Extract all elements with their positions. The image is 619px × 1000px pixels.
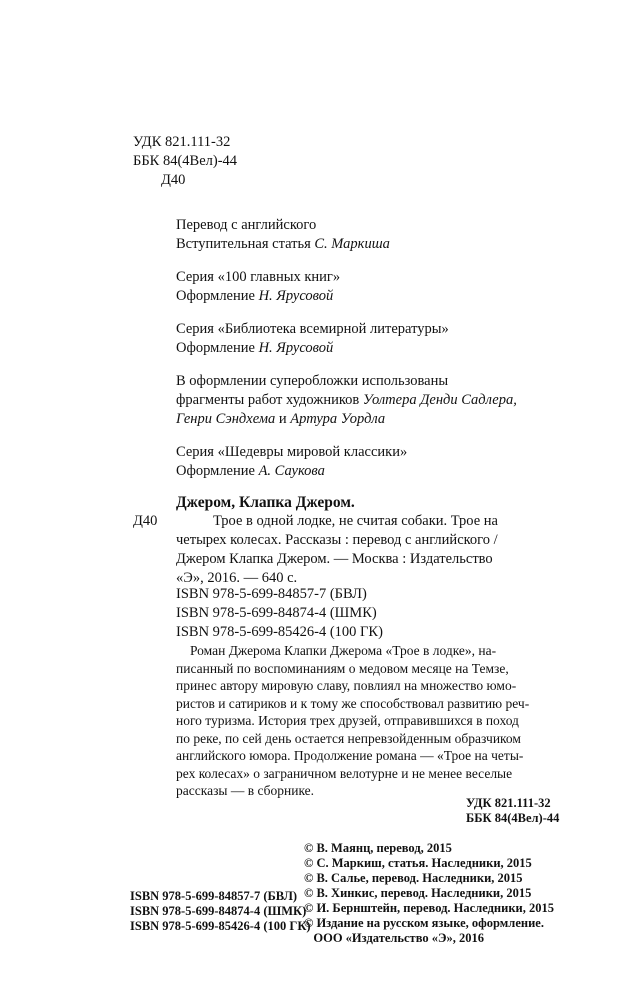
credit-series-100 [176,268,517,306]
credit-person: Генри Сэндхема [176,411,276,427]
credit-translation [176,216,517,254]
credit-line: В оформлении суперобложки использованы [176,373,449,389]
isbn-line: ISBN 978-5-699-85426-4 (100 ГК) [176,624,383,640]
classification-codes [133,133,237,190]
copyright-line: ООО «Издательство «Э», 2016 [304,931,484,945]
bib-description [176,512,568,588]
credit-series-classics [176,443,517,481]
annotation [176,642,568,800]
credit-line: фрагменты работ художников Уолтера Денди Садлера, [176,392,517,408]
annotation-line: принес автору мировую славу, повлиял на множество юмо- [176,678,517,693]
copyright-line: © В. Маянц, перевод, 2015 [304,841,452,855]
bib-line: Джером Клапка Джером. — Москва : Издательство [176,551,493,567]
copyright-block [304,841,554,946]
udk-code: УДК 821.111-32 [133,134,231,150]
isbn-line: ISBN 978-5-699-85426-4 (100 ГК) [130,919,311,933]
bib-line: «Э», 2016. — 640 с. [176,570,298,586]
credit-line: Оформление А. Саукова [176,463,325,479]
annotation-line: рех колесах» о заграничном велотурне и не менее веселые [176,765,513,781]
annotation-line: по реке, по сей день остается непревзойденным образчиком [176,730,521,746]
credit-person: Артура Уордла [290,411,386,427]
credit-person: А. Саукова [258,463,325,479]
bib-author-mark: Д40 [133,513,158,529]
credit-person: Н. Ярусовой [258,288,334,304]
isbn-line: ISBN 978-5-699-84874-4 (ШМК) [176,605,377,621]
credit-line: Вступительная статья С. Маркиша [176,236,390,252]
bib-line: Трое в одной лодке, не считая собаки. Трое на [213,513,498,529]
credit-line: Серия «100 главных книг» [176,269,341,285]
annotation-line: ного туризма. История трех друзей, отправившихся в поход [176,713,519,728]
bib-author: Джером, Клапка Джером. [176,494,355,511]
annotation-line: рассказы — в сборнике. [176,783,315,798]
copyright-line: © В. Хинкис, перевод. Наследники, 2015 [304,886,532,900]
credit-line: Перевод с английского [176,217,317,233]
copyright-line: © Издание на русском языке, оформление. [304,916,544,930]
author-mark: Д40 [161,172,186,188]
udk-code: УДК 821.111-32 [466,796,551,810]
isbn-line: ISBN 978-5-699-84857-7 (БВЛ) [130,889,298,903]
annotation-line: писанный по воспоминаниям о медовом месяце на Темзе, [176,660,509,676]
credit-person: Уолтера Денди Садлера, [362,392,517,408]
annotation-line: ристов и сатириков и к тому же способствовал развитию реч- [176,695,530,711]
copyright-line: © С. Маркиш, статья. Наследники, 2015 [304,856,532,870]
isbn-list [176,585,383,642]
isbn-line: ISBN 978-5-699-84857-7 (БВЛ) [176,586,367,602]
credits-block [176,216,517,495]
credit-person: Н. Ярусовой [258,340,334,356]
isbn-bold-list [130,889,311,934]
credit-series-library [176,320,517,358]
credit-line: Серия «Шедевры мировой классики» [176,444,408,460]
credit-line: Оформление Н. Ярусовой [176,340,334,356]
copyright-line: © И. Бернштейн, перевод. Наследники, 2015 [304,901,554,915]
annotation-line: Роман Джерома Клапки Джерома «Трое в лодке», на- [190,643,497,658]
annotation-codes [466,796,559,826]
credit-cover-art [176,372,517,429]
credit-line: Серия «Библиотека всемирной литературы» [176,321,449,337]
copyright-line: © В. Салье, перевод. Наследники, 2015 [304,871,523,885]
isbn-line: ISBN 978-5-699-84874-4 (ШМК) [130,904,307,918]
bib-line: четырех колесах. Рассказы : перевод с английского / [176,532,498,548]
credit-line: Генри Сэндхема и Артура Уордла [176,411,386,427]
credit-person: С. Маркиша [314,236,390,252]
annotation-line: английского юмора. Продолжение романа — «Трое на четы- [176,748,524,763]
bbk-code: ББК 84(4Вел)-44 [133,153,238,169]
bbk-code: ББК 84(4Вел)-44 [466,811,560,825]
credit-line: Оформление Н. Ярусовой [176,288,334,304]
